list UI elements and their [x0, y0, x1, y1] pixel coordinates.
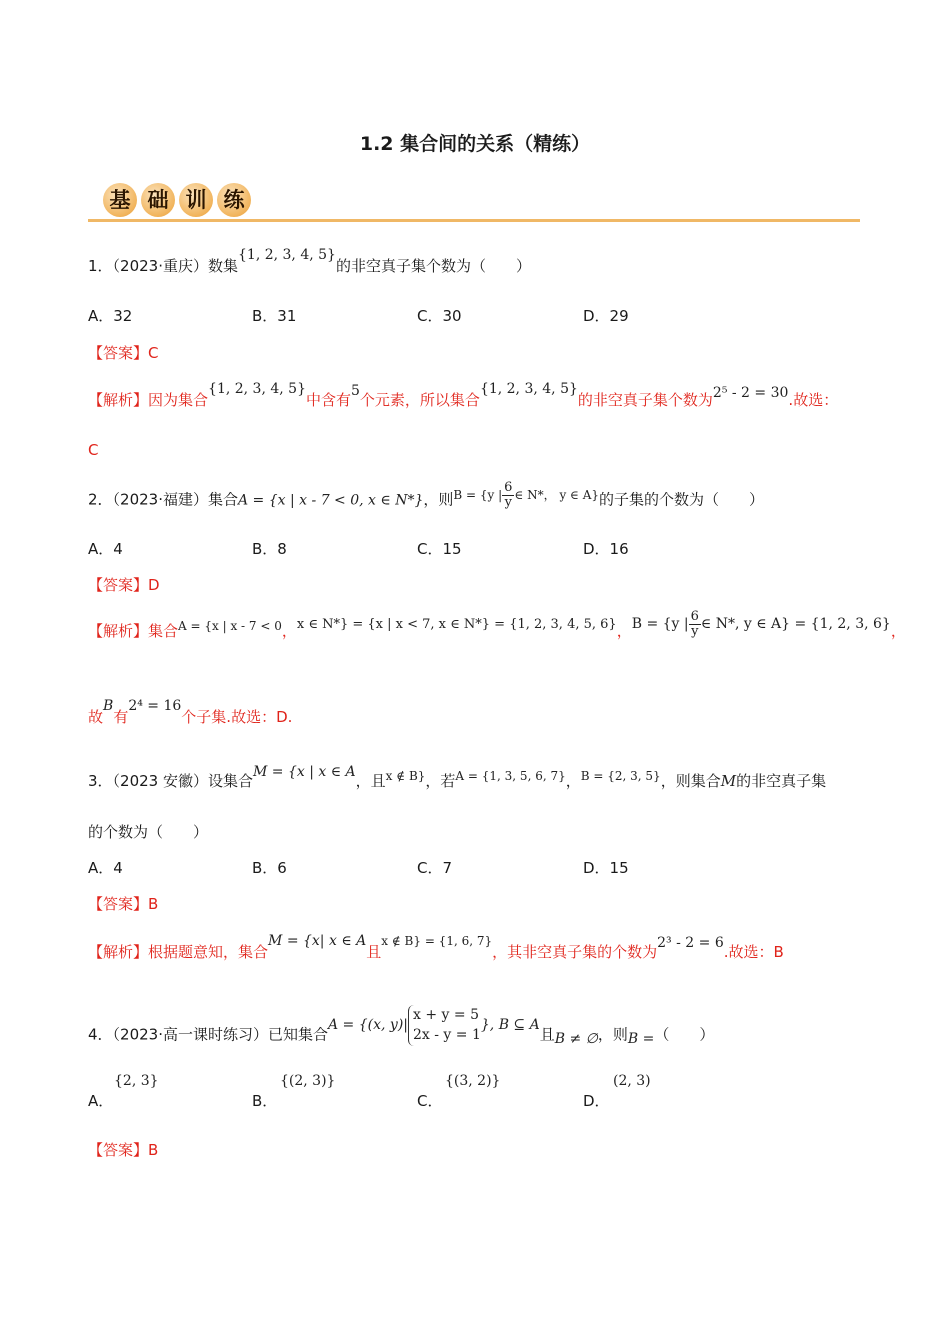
- q3-exp-m1: M = {x| x ∈ A: [268, 933, 367, 949]
- q4-option-a-value: {2, 3}: [114, 1073, 159, 1089]
- q4-option-d-label: D．: [583, 1092, 610, 1110]
- q2-explanation: [88, 609, 906, 646]
- q1-answer: 【答案】C: [88, 344, 159, 362]
- q4-eq2: 2x - y = 1: [413, 1027, 481, 1044]
- q2-setb-a: B = {y |: [453, 487, 503, 502]
- q3-m5: M: [720, 772, 737, 790]
- q4-m-d: B =: [627, 1031, 655, 1048]
- q2-exp-comma1: ，: [281, 622, 297, 641]
- question-4-stem: [88, 1007, 715, 1056]
- q4-option-c-value: {(3, 2)}: [445, 1073, 501, 1089]
- section-banner: [103, 183, 255, 219]
- q1-exp-tag: 【解析】: [88, 391, 149, 409]
- q2-exp-fraction: [689, 610, 701, 638]
- q1-option-c: C．30: [417, 307, 462, 325]
- q3-m4: B = {2, 3, 5}: [580, 769, 661, 783]
- q3-m1: M = {x | x ∈ A: [253, 764, 356, 780]
- q4-option-a-label: A．: [88, 1092, 114, 1110]
- q4-option-b-value: {(2, 3)}: [280, 1073, 336, 1089]
- banner-char-2: 础: [141, 183, 175, 217]
- q2-answer: 【答案】D: [88, 576, 160, 594]
- q1-stem-b: 的非空真子集个数为（ ）: [335, 257, 531, 275]
- q3-stem-f: 的非空真子集: [736, 772, 827, 790]
- q1-exp-set2: {1, 2, 3, 4, 5}: [479, 381, 578, 397]
- q3-m2: x ∉ B}: [385, 769, 426, 783]
- q3-exp-b: 且: [366, 943, 382, 961]
- q2-option-d: D．16: [583, 540, 629, 558]
- q3-exp-m2: x ∉ B} = {1, 6, 7}: [381, 934, 493, 948]
- q2-option-a: A．4: [88, 540, 123, 558]
- banner-char-4: 练: [217, 183, 251, 217]
- q3-stem-a: 3．（2023 安徽）设集合: [88, 772, 253, 790]
- q3-option-a: A．4: [88, 859, 123, 877]
- q1-exp-calc: 2⁵ - 2 = 30: [712, 385, 789, 401]
- q2-exp2-c: 个子集.故选：D.: [181, 708, 293, 726]
- q2-setb-b: ∈ N*， y ∈ A}: [514, 487, 600, 502]
- q2-exp-m2: x ∈ N*} = {x | x < 7, x ∈ N*} = {1, 2, 3, 4, 5, 6}: [296, 617, 617, 633]
- q3-exp-c: ，其非空真子集的个数为: [492, 943, 658, 961]
- q1-exp-c: 个元素，所以集合: [359, 391, 480, 409]
- q4-system: [408, 1005, 481, 1046]
- q2-explanation-line2: [88, 698, 293, 727]
- q4-option-d-value: (2, 3): [613, 1073, 651, 1089]
- q2-exp2-b-var: B: [103, 698, 114, 714]
- q4-answer: 【答案】B: [88, 1141, 159, 1159]
- q2-exp-comma2: ，: [616, 622, 632, 641]
- q2-exp2-calc: 2⁴ = 16: [128, 698, 182, 714]
- q3-option-b: B．6: [252, 859, 287, 877]
- q4-stem-a: 4．（2023·高一课时练习）已知集合: [88, 1025, 328, 1044]
- q3-stem-c: ，若: [425, 772, 456, 790]
- q1-set: {1, 2, 3, 4, 5}: [238, 247, 336, 263]
- q2-set-a: A = {x | x - 7 < 0, x ∈ N*}: [238, 492, 424, 509]
- q1-option-d: D．29: [583, 307, 629, 325]
- q2-option-b: B．8: [252, 540, 287, 558]
- q2-exp-m3b: ∈ N*, y ∈ A} = {1, 2, 3, 6}: [700, 616, 891, 633]
- q2-exp-m1: A = {x | x - 7 < 0: [178, 619, 282, 634]
- banner-char-1: 基: [103, 183, 137, 217]
- q4-set-a: [328, 1007, 540, 1044]
- q3-exp-calc: 2³ - 2 = 6: [657, 935, 724, 951]
- q4-m-a: A = {(x, y)|: [328, 1017, 408, 1034]
- q2-stem-a: 2．（2023·福建）集合: [88, 490, 238, 509]
- q2-set-b: [453, 480, 600, 510]
- q4-stem-c: ，则: [597, 1025, 628, 1044]
- q3-stem-line2: 的个数为（ ）: [88, 823, 209, 841]
- q2-stem-b: ，则: [423, 490, 454, 509]
- q3-answer: 【答案】B: [88, 895, 159, 913]
- q3-option-d: D．15: [583, 859, 629, 877]
- question-2-stem: [88, 480, 765, 515]
- q2-exp-m3a: B = {y |: [631, 616, 689, 633]
- q4-stem-d: （ ）: [654, 1025, 715, 1044]
- question-3-stem: [88, 764, 827, 791]
- q1-exp-n: 5: [351, 383, 360, 399]
- q2-option-c: C．15: [417, 540, 462, 558]
- q2-exp-m3den: y: [691, 623, 699, 639]
- q3-exp-tag: 【解析】: [88, 943, 149, 961]
- q2-setb-den: y: [504, 494, 512, 510]
- question-1-stem: [88, 247, 531, 276]
- q4-m-c: B ≠ ∅: [554, 1031, 598, 1048]
- q2-exp-m3num: 6: [690, 609, 699, 624]
- q3-stem-d: ，: [565, 772, 581, 790]
- section-divider: [88, 219, 860, 222]
- q3-option-c: C．7: [417, 859, 453, 877]
- q3-stem-e: ，则集合: [660, 772, 721, 790]
- q1-option-a: A．32: [88, 307, 133, 325]
- q2-setb-fraction: [502, 481, 514, 509]
- q3-explanation: [88, 933, 784, 962]
- banner-char-3: 训: [179, 183, 213, 217]
- q2-exp2-a: 故: [88, 708, 104, 726]
- q1-exp-a: 因为集合: [148, 391, 209, 409]
- q2-setb-num: 6: [504, 480, 513, 495]
- q2-stem-c: 的子集的个数为（ ）: [599, 490, 765, 509]
- q1-explanation: [88, 381, 839, 410]
- q4-option-b-label: B．: [252, 1092, 278, 1110]
- q3-exp-a: 根据题意知，集合: [148, 943, 269, 961]
- q3-exp-d: .故选：B: [723, 943, 784, 961]
- q3-stem-b: ，且: [355, 772, 386, 790]
- q1-option-b: B．31: [252, 307, 297, 325]
- page-title: 1.2 集合间的关系（精练）: [359, 133, 591, 155]
- q1-exp-tail: C: [88, 441, 99, 459]
- q1-stem-a: 1．（2023·重庆）数集: [88, 257, 238, 275]
- q2-exp-m3: [631, 609, 891, 639]
- q1-exp-b: 中含有: [305, 391, 351, 409]
- q4-eq1: x + y = 5: [413, 1007, 479, 1023]
- q4-option-c-label: C．: [417, 1092, 443, 1110]
- q4-stem-b: 且: [539, 1025, 555, 1044]
- q2-exp-a: 集合: [148, 622, 179, 641]
- q2-exp2-b: 有: [113, 708, 129, 726]
- q2-exp-comma3: ，: [890, 622, 906, 641]
- q2-exp-tag: 【解析】: [88, 622, 149, 641]
- q3-m3: A = {1, 3, 5, 6, 7}: [455, 769, 566, 783]
- q1-exp-e: .故选：: [788, 391, 839, 409]
- q1-exp-d: 的非空真子集个数为: [577, 391, 713, 409]
- q4-m-b: }, B ⊆ A: [480, 1017, 540, 1034]
- q1-exp-set1: {1, 2, 3, 4, 5}: [208, 381, 306, 397]
